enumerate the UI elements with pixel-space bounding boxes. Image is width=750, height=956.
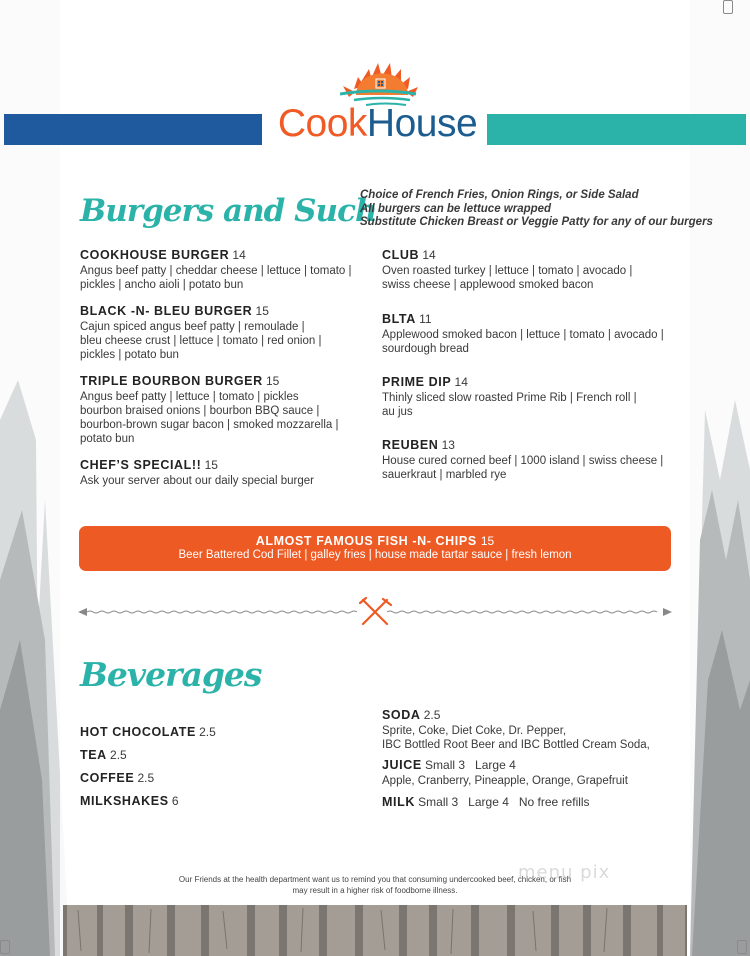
burgers-section-title: Burgers and Such [80,193,377,229]
item-name: TRIPLE BOURBON BURGER [80,374,263,388]
item-desc-line: Angus beef patty | cheddar cheese | lettuce | tomato | [80,265,352,277]
item-price: 2.5 [137,771,155,785]
note-line: Substitute Chicken Breast or Veggie Patty for any of our burgers [360,216,713,228]
item-price: 13 [441,438,455,452]
bev-item-milkshakes [80,794,179,809]
bev-item-hot-chocolate [80,725,216,740]
item-desc-line: pickles | potato bun [80,349,179,361]
item-name: PRIME DIP [382,375,452,389]
menu-item-cookhouse-burger [80,248,352,292]
corner-mark [0,940,10,954]
item-name: BLTA [382,312,416,326]
item-price: 2.5 [423,708,441,722]
bev-item-juice [382,758,628,788]
burger-notes [360,189,713,230]
note-line: Choice of French Fries, Onion Rings, or Side Salad [360,189,639,201]
item-name: HOT CHOCOLATE [80,725,196,739]
menu-item-chefs-special [80,458,314,488]
item-name: MILKSHAKES [80,794,169,808]
corner-mark [723,0,733,14]
item-sizes: Small 3 Large 4 No free refills [418,795,590,809]
menu-item-reuben [382,438,663,482]
item-desc-line: IBC Bottled Root Beer and IBC Bottled Cream Soda, [382,739,650,751]
beverages-section-title: Beverages [80,655,262,694]
item-desc-line: pickles | ancho aioli | potato bun [80,279,244,291]
bev-item-milk [382,795,590,810]
item-name: SODA [382,708,421,722]
item-price: 2.5 [110,748,127,762]
item-name: ALMOST FAMOUS FISH -N- CHIPS [255,534,477,548]
item-price: 2.5 [199,725,216,739]
item-desc-line: swiss cheese | applewood smoked bacon [382,279,594,291]
cookhouse-logo [270,55,485,147]
item-name: CHEF’S SPECIAL!! [80,458,202,472]
item-desc-line: Apple, Cranberry, Pineapple, Orange, Grapefruit [382,775,628,787]
item-desc-line: au jus [382,406,413,418]
menu-item-black-n-bleu-burger [80,304,321,362]
wood-plank-footer [63,905,687,956]
item-desc-line: Angus beef patty | lettuce | tomato | pickles [80,391,299,403]
bev-item-tea [80,748,127,763]
item-price: 15 [255,304,269,318]
item-price: 15 [480,534,495,548]
menu-item-blta [382,312,664,356]
item-desc-line: Applewood smoked bacon | lettuce | tomato | avocado | [382,329,664,341]
item-desc-line: Sprite, Coke, Diet Coke, Dr. Pepper, [382,725,567,737]
bev-item-coffee [80,771,154,786]
item-name: COOKHOUSE BURGER [80,248,230,262]
sun-house-logo-icon [270,55,485,107]
item-desc-line: bourbon braised onions | bourbon BBQ sauce | [80,405,320,417]
item-sizes: Small 3 Large 4 [425,758,516,772]
item-name: JUICE [382,758,422,772]
item-price: 14 [422,248,436,262]
item-name: REUBEN [382,438,439,452]
item-price: 15 [204,458,218,472]
item-desc-line: sourdough bread [382,343,469,355]
logo-cook-text: Cook [277,102,367,145]
item-name: COFFEE [80,771,135,785]
menu-item-triple-bourbon-burger [80,374,338,446]
item-price: 14 [232,248,246,262]
item-price: 11 [419,312,432,326]
right-arrow-icon [663,608,672,616]
disclaimer-line: may result in a higher risk of foodborne illness. [292,885,458,895]
item-price: 15 [265,374,280,388]
fish-n-chips-banner [79,526,671,571]
item-name: MILK [382,795,415,809]
left-arrow-icon [78,608,87,616]
item-desc-line: Oven roasted turkey | lettuce | tomato | avocado | [382,265,633,277]
header-band-left [4,114,262,145]
note-line: All burgers can be lettuce wrapped [360,202,552,215]
watermark: menu pix [518,862,611,883]
menu-item-prime-dip [382,375,637,419]
item-price: 14 [454,375,468,389]
bev-item-soda [382,708,650,752]
item-desc-line: bleu cheese crust | lettuce | tomato | red onion | [80,335,322,347]
item-desc-line: sauerkraut | marbled rye [382,469,507,481]
crossed-fork-knife-icon [360,598,391,624]
disclaimer-line: Our Friends at the health department want us to remind you that consuming undercooked beef, chicken, or fish [178,875,572,884]
item-name: CLUB [382,248,420,262]
corner-mark [737,940,747,954]
item-desc-line: House cured corned beef | 1000 island | swiss cheese | [382,455,664,467]
item-name: TEA [80,748,107,762]
item-desc-line: Cajun spiced angus beef patty | remoulade | [80,321,305,333]
item-desc-line: Ask your server about our daily special burger [80,475,314,487]
item-desc-line: Thinly sliced slow roasted Prime Rib | French roll | [382,392,637,404]
section-divider [78,596,672,628]
logo-wordmark [270,103,485,145]
menu-item-club [382,248,632,292]
header-band-right [487,114,746,145]
item-desc-line: potato bun [80,433,135,445]
item-desc-line: Beer Battered Cod Fillet | galley fries | house made tartar sauce | fresh lemon [178,549,572,561]
item-desc-line: bourbon-brown sugar bacon | smoked mozzarella | [80,419,339,431]
fish-name-line [79,534,671,548]
logo-house-text: House [366,102,478,145]
item-name: BLACK -N- BLEU BURGER [80,304,253,318]
item-price: 6 [171,794,179,808]
